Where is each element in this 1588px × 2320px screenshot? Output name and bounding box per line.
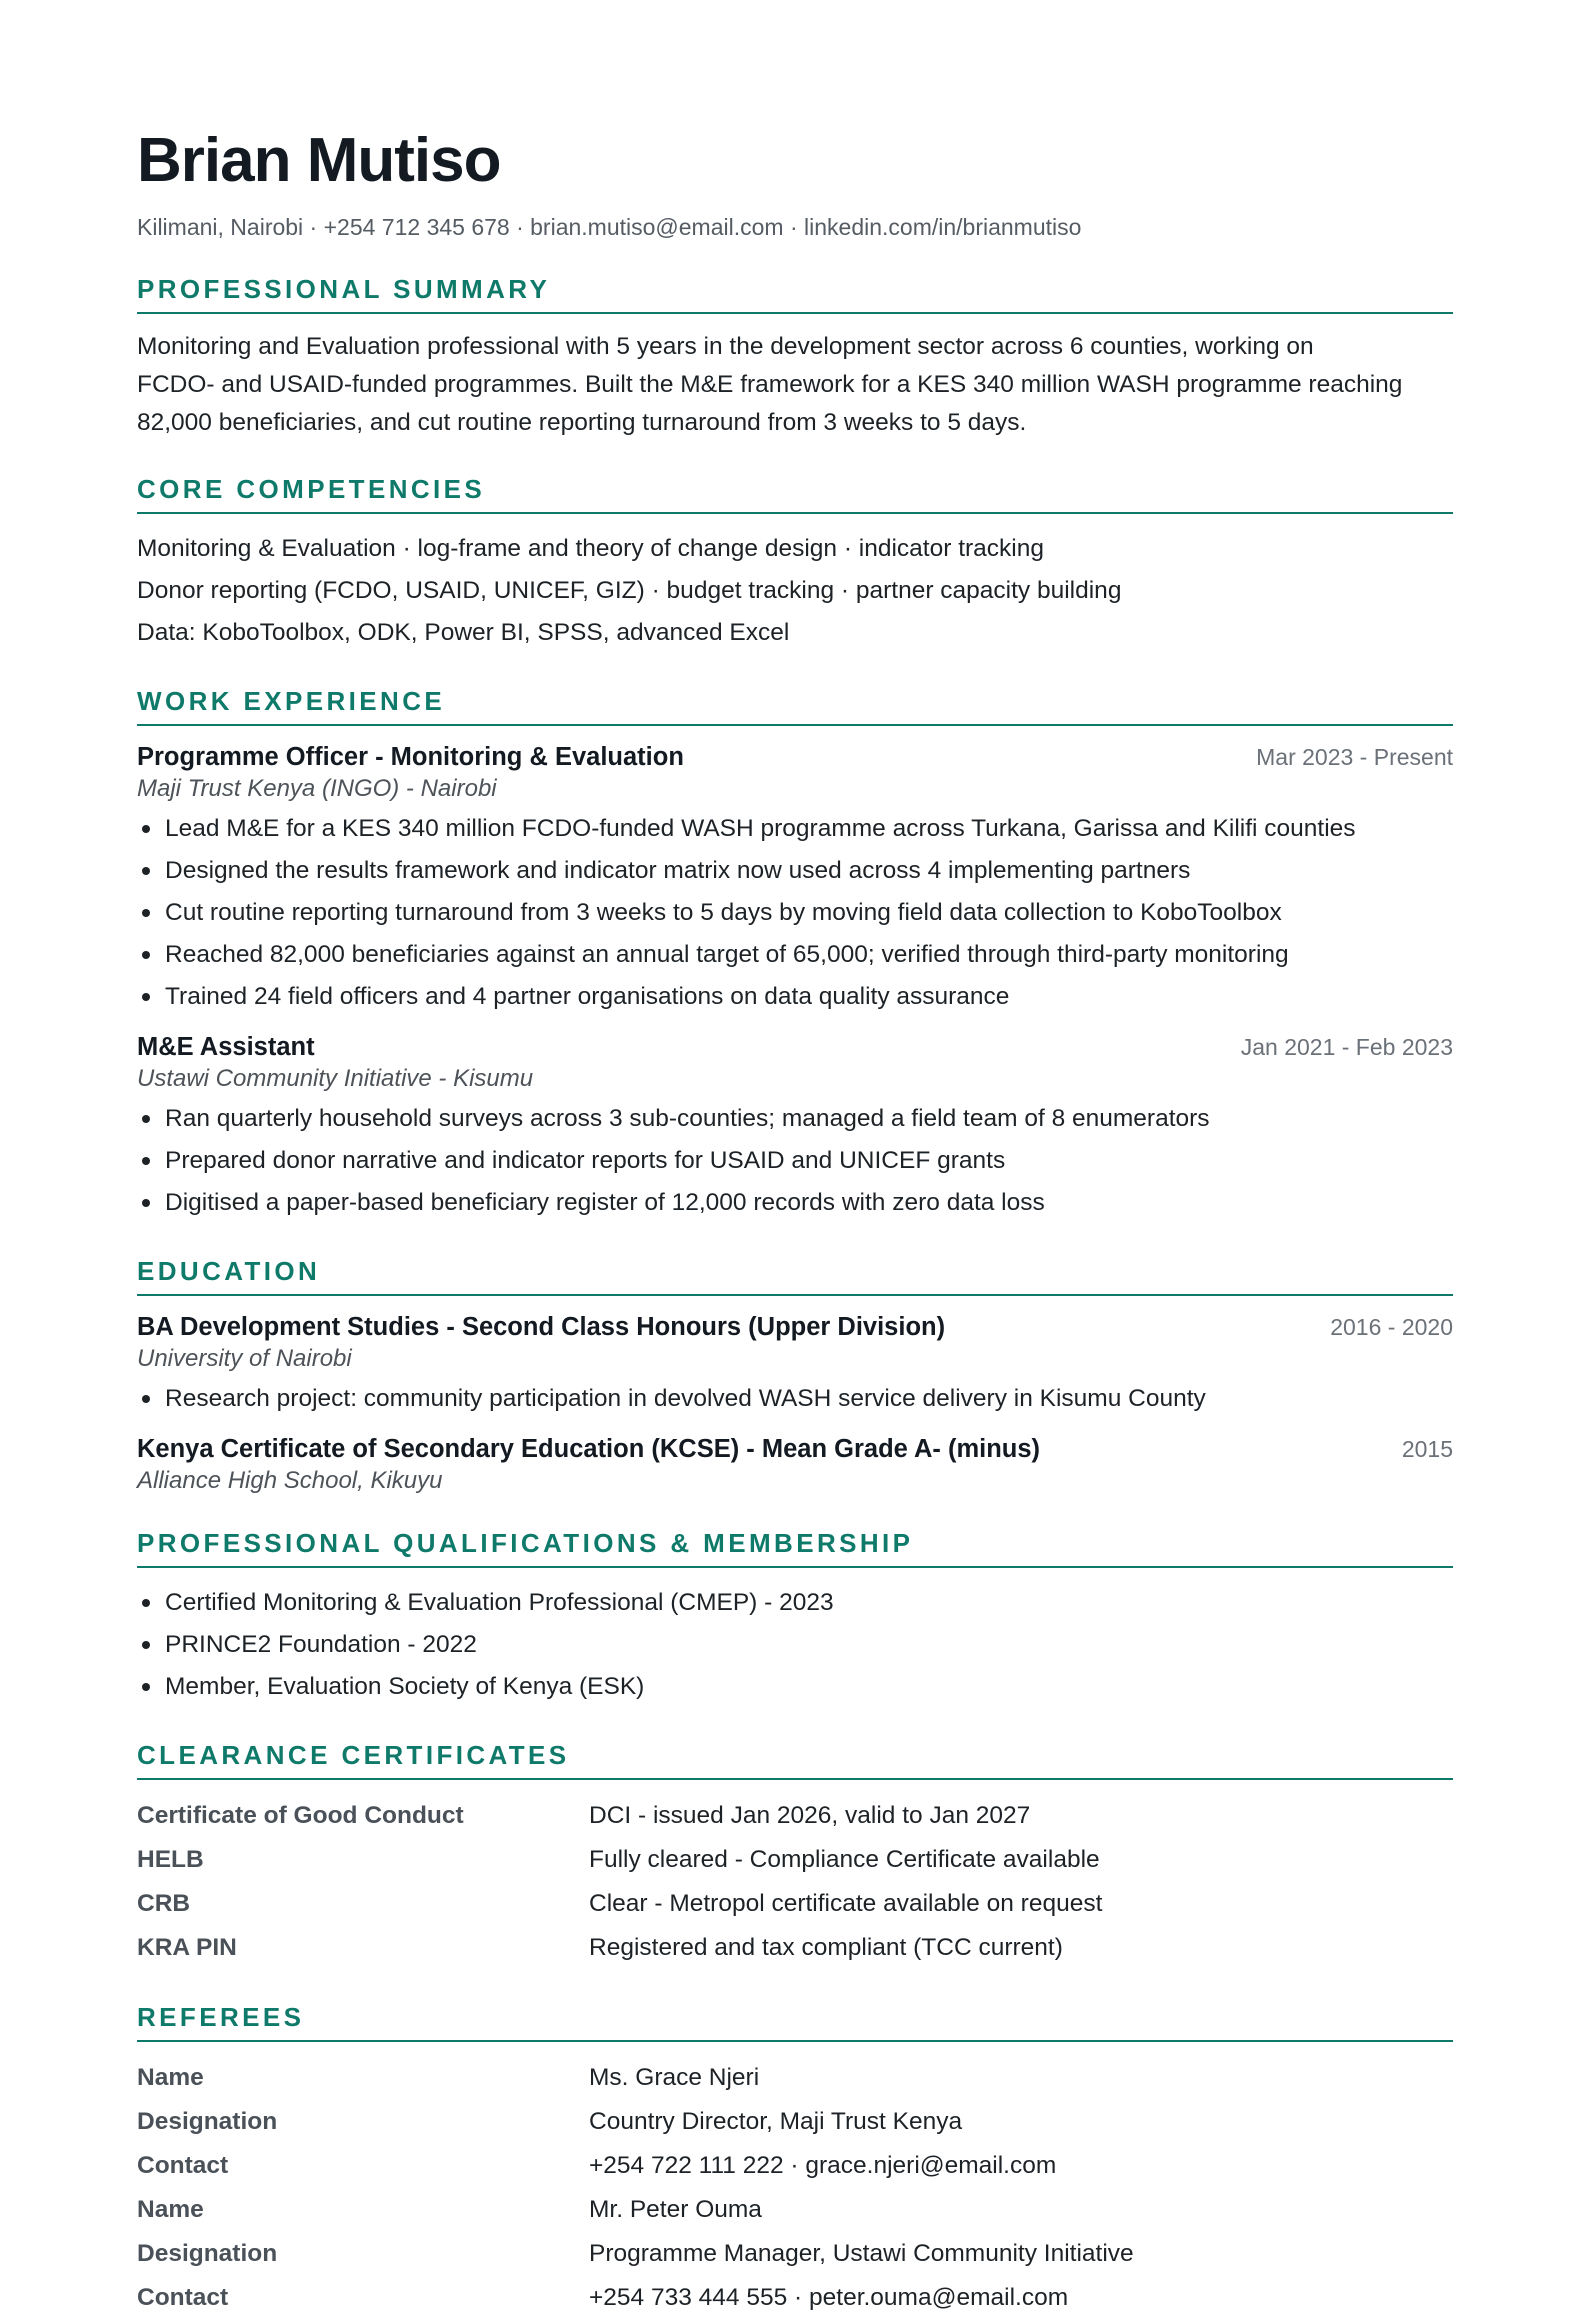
bullet-text: Cut routine reporting turnaround from 3 weeks to 5 days by moving field data collection to KoboToolbox — [165, 899, 1282, 926]
section-title-education: EDUCATION — [137, 1254, 1453, 1296]
clearance-row — [137, 1926, 1453, 1970]
clearance-section — [137, 1738, 1453, 1970]
clearance-row — [137, 1882, 1453, 1926]
institution: Alliance High School, Kikuyu — [137, 1467, 443, 1494]
bullet-item — [137, 976, 1453, 1018]
referee-value: Ms. Grace Njeri — [589, 2064, 760, 2091]
bullet-item — [137, 1378, 1453, 1420]
bullet-dot-icon — [142, 1115, 150, 1123]
bullet-item — [137, 850, 1453, 892]
referee-key: Name — [137, 2196, 204, 2223]
competency-line: Donor reporting (FCDO, USAID, UNICEF, GIZ) · budget tracking · partner capacity building — [137, 577, 1122, 604]
referee-row — [137, 2100, 1453, 2144]
education-header — [137, 1310, 1453, 1344]
referee-row — [137, 2056, 1453, 2100]
degree-title: Kenya Certificate of Secondary Education (KCSE) - Mean Grade A- (minus) — [137, 1435, 1041, 1463]
job-entry — [137, 740, 1453, 1018]
bullet-dot-icon — [142, 1641, 150, 1649]
referees-section — [137, 2000, 1453, 2320]
summary-line: 82,000 beneficiaries, and cut routine reporting turnaround from 3 weeks to 5 days. — [137, 409, 1027, 436]
summary-text — [137, 328, 1453, 442]
competencies-section — [137, 472, 1453, 654]
qualifications-list — [137, 1582, 1453, 1708]
bullet-item — [137, 1624, 1453, 1666]
clearance-row — [137, 1794, 1453, 1838]
bullet-item — [137, 1140, 1453, 1182]
clearance-key: CRB — [137, 1890, 191, 1917]
referee-key: Designation — [137, 2240, 278, 2267]
referee-key: Contact — [137, 2284, 229, 2311]
section-title-clearance: CLEARANCE CERTIFICATES — [137, 1738, 1453, 1780]
job-dates: Mar 2023 - Present — [1256, 744, 1453, 770]
job-title: Programme Officer - Monitoring & Evaluation — [137, 743, 684, 771]
candidate-name: Brian Mutiso — [137, 126, 501, 195]
qualifications-section — [137, 1526, 1453, 1708]
education-dates: 2015 — [1401, 1436, 1453, 1462]
clearance-value: DCI - issued Jan 2026, valid to Jan 2027 — [589, 1802, 1031, 1829]
education-entry — [137, 1432, 1453, 1496]
referee-key: Contact — [137, 2152, 229, 2179]
bullet-item — [137, 1666, 1453, 1708]
referee-key: Name — [137, 2064, 204, 2091]
referee-row — [137, 2144, 1453, 2188]
education-entry — [137, 1310, 1453, 1420]
job-bullets — [137, 808, 1453, 1018]
bullet-dot-icon — [142, 993, 150, 1001]
bullet-text: PRINCE2 Foundation - 2022 — [165, 1631, 477, 1658]
experience-section — [137, 684, 1453, 1224]
section-title-referees: REFEREES — [137, 2000, 1453, 2042]
bullet-text: Designed the results framework and indicator matrix now used across 4 implementing partners — [165, 857, 1191, 884]
referee-row — [137, 2188, 1453, 2232]
bullet-text: Research project: community participation in devolved WASH service delivery in Kisumu County — [165, 1385, 1206, 1412]
bullet-text: Digitised a paper-based beneficiary register of 12,000 records with zero data loss — [165, 1189, 1045, 1216]
clearance-value: Registered and tax compliant (TCC current) — [589, 1934, 1063, 1961]
section-title-qualifications: PROFESSIONAL QUALIFICATIONS & MEMBERSHIP — [137, 1526, 1453, 1568]
bullet-dot-icon — [142, 1599, 150, 1607]
summary-line: Monitoring and Evaluation professional with 5 years in the development sector across 6 counties, working on — [137, 333, 1314, 360]
clearance-value: Clear - Metropol certificate available on request — [589, 1890, 1103, 1917]
job-title: M&E Assistant — [137, 1033, 315, 1061]
bullet-text: Lead M&E for a KES 340 million FCDO-funded WASH programme across Turkana, Garissa and Kilifi counties — [165, 815, 1356, 842]
bullet-text: Reached 82,000 beneficiaries against an annual target of 65,000; verified through third-party monitoring — [165, 941, 1289, 968]
bullet-dot-icon — [142, 1683, 150, 1691]
job-organisation: Ustawi Community Initiative - Kisumu — [137, 1065, 534, 1092]
clearance-row — [137, 1838, 1453, 1882]
bullet-dot-icon — [142, 867, 150, 875]
clearance-key: Certificate of Good Conduct — [137, 1802, 464, 1829]
referee-key: Designation — [137, 2108, 278, 2135]
bullet-item — [137, 1582, 1453, 1624]
referee-value: +254 722 111 222 · grace.njeri@email.com — [589, 2152, 1057, 2179]
section-title-experience: WORK EXPERIENCE — [137, 684, 1453, 726]
bullet-item — [137, 808, 1453, 850]
job-bullets — [137, 1098, 1453, 1224]
referee-value: +254 733 444 555 · peter.ouma@email.com — [589, 2284, 1069, 2311]
bullet-text: Prepared donor narrative and indicator reports for USAID and UNICEF grants — [165, 1147, 1006, 1174]
bullet-text: Ran quarterly household surveys across 3 sub-counties; managed a field team of 8 enumerators — [165, 1105, 1210, 1132]
referee-value: Programme Manager, Ustawi Community Initiative — [589, 2240, 1134, 2267]
education-header — [137, 1432, 1453, 1466]
bullet-text: Certified Monitoring & Evaluation Professional (CMEP) - 2023 — [165, 1589, 834, 1616]
bullet-dot-icon — [142, 1199, 150, 1207]
clearance-key: KRA PIN — [137, 1934, 237, 1961]
job-organisation: Maji Trust Kenya (INGO) - Nairobi — [137, 775, 497, 802]
clearance-key: HELB — [137, 1846, 204, 1873]
competency-line: Data: KoboToolbox, ODK, Power BI, SPSS, advanced Excel — [137, 619, 790, 646]
bullet-dot-icon — [142, 1395, 150, 1403]
competency-line: Monitoring & Evaluation · log-frame and theory of change design · indicator tracking — [137, 535, 1044, 562]
clearance-value: Fully cleared - Compliance Certificate available — [589, 1846, 1100, 1873]
referee-row — [137, 2276, 1453, 2320]
bullet-dot-icon — [142, 825, 150, 833]
bullet-item — [137, 1098, 1453, 1140]
referee-value: Mr. Peter Ouma — [589, 2196, 762, 2223]
bullet-text: Trained 24 field officers and 4 partner organisations on data quality assurance — [165, 983, 1010, 1010]
education-bullets — [137, 1378, 1453, 1420]
bullet-item — [137, 892, 1453, 934]
bullet-dot-icon — [142, 1157, 150, 1165]
bullet-dot-icon — [142, 909, 150, 917]
job-entry — [137, 1030, 1453, 1224]
bullet-item — [137, 934, 1453, 976]
education-dates: 2016 - 2020 — [1330, 1314, 1453, 1340]
job-header — [137, 740, 1453, 774]
summary-line: FCDO- and USAID-funded programmes. Built the M&E framework for a KES 340 million WASH programme reaching — [137, 371, 1403, 398]
job-dates: Jan 2021 - Feb 2023 — [1240, 1034, 1453, 1060]
bullet-item — [137, 1182, 1453, 1224]
bullet-text: Member, Evaluation Society of Kenya (ESK) — [165, 1673, 645, 1700]
education-section — [137, 1254, 1453, 1496]
degree-title: BA Development Studies - Second Class Honours (Upper Division) — [137, 1313, 946, 1341]
bullet-dot-icon — [142, 951, 150, 959]
section-title-competencies: CORE COMPETENCIES — [137, 472, 1453, 514]
referee-row — [137, 2232, 1453, 2276]
contact-line: Kilimani, Nairobi · +254 712 345 678 · brian.mutiso@email.com · linkedin.com/in/brianmutiso — [137, 214, 1082, 240]
summary-section — [137, 272, 1453, 442]
institution: University of Nairobi — [137, 1345, 352, 1372]
job-header — [137, 1030, 1453, 1064]
referee-value: Country Director, Maji Trust Kenya — [589, 2108, 963, 2135]
section-title-summary: PROFESSIONAL SUMMARY — [137, 272, 1453, 314]
